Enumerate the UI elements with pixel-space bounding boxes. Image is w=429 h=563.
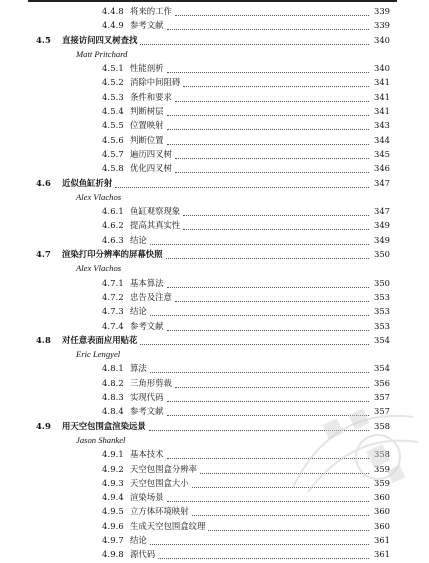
toc-page-number: 357 <box>374 406 390 417</box>
toc-entry-number: 4.7.4 <box>102 320 124 331</box>
toc-page-number: 359 <box>374 477 390 488</box>
toc-subsection-row[interactable] <box>50 362 390 375</box>
toc-entry-number: 4.6.3 <box>102 234 124 245</box>
toc-subsection-row[interactable] <box>50 291 390 304</box>
toc-section-row[interactable] <box>36 420 390 433</box>
toc-dot-leader <box>183 79 369 87</box>
toc-author: Alex Vlachos <box>76 191 122 202</box>
toc-entry-title: 遍历四叉树 <box>130 148 172 159</box>
toc-dot-leader <box>183 208 369 216</box>
toc-page-number: 354 <box>374 363 390 374</box>
toc-dot-leader <box>167 65 370 73</box>
toc-author: Jason Shankel <box>76 434 126 445</box>
toc-subsection-row[interactable] <box>50 405 390 418</box>
toc-subsection-row[interactable] <box>50 548 390 561</box>
toc-entry-title: 性能剖析 <box>130 63 164 74</box>
toc-dot-leader <box>150 365 369 373</box>
toc-subsection-row[interactable] <box>50 234 390 247</box>
toc-entry-title: 优化四叉树 <box>130 163 172 174</box>
toc-dot-leader <box>167 22 370 30</box>
toc-entry-number: 4.5.1 <box>102 63 124 74</box>
toc-dot-leader <box>115 180 369 188</box>
toc-entry-number: 4.5.7 <box>102 148 124 159</box>
toc-dot-leader <box>167 408 370 416</box>
toc-entry-number: 4.6.2 <box>102 220 124 231</box>
toc-entry-title: 直接访问四叉树查找 <box>62 34 138 45</box>
toc-entry-number: 4.4.8 <box>102 6 124 16</box>
toc-page-number: 349 <box>374 234 390 245</box>
toc-page-number: 360 <box>374 506 390 517</box>
toc-subsection-row[interactable] <box>50 534 390 547</box>
toc-entry-title: 判断位置 <box>130 134 164 145</box>
toc-entry-number: 4.5.4 <box>102 106 124 117</box>
toc-entry-number: 4.9.2 <box>102 463 124 474</box>
toc-dot-leader <box>166 251 370 259</box>
toc-subsection-row[interactable] <box>50 491 390 504</box>
toc-author: Alex Vlachos <box>76 263 122 274</box>
toc-subsection-row[interactable] <box>50 148 390 161</box>
toc-subsection-row[interactable] <box>50 277 390 290</box>
toc-dot-leader <box>175 380 369 388</box>
toc-page-number: 350 <box>374 277 390 288</box>
toc-dot-leader <box>175 8 369 16</box>
toc-section-row[interactable] <box>36 248 390 261</box>
toc-page-number: 360 <box>374 492 390 503</box>
toc-dot-leader <box>150 537 369 545</box>
toc-entry-title: 鱼缸观察现象 <box>130 206 181 217</box>
toc-page-number: 339 <box>374 6 390 16</box>
toc-entry-number: 4.5.6 <box>102 134 124 145</box>
toc-entry-title: 提高其真实性 <box>130 220 181 231</box>
toc-subsection-row[interactable] <box>50 162 390 175</box>
toc-page-number: 347 <box>374 206 390 217</box>
toc-entry-number: 4.7.2 <box>102 291 124 302</box>
toc-entry-title: 实现代码 <box>130 392 164 403</box>
toc-section-row[interactable] <box>36 334 390 347</box>
toc-subsection-row[interactable] <box>50 105 390 118</box>
toc-entry-number: 4.5.3 <box>102 91 124 102</box>
toc-entry-title: 渲染打印分辨率的屏幕快照 <box>62 249 163 260</box>
toc-entry-title: 结论 <box>130 234 147 245</box>
toc-entry-title: 位置映射 <box>130 120 164 131</box>
toc-entry-number: 4.9.1 <box>102 449 124 460</box>
toc-entry-title: 对任意表面应用贴花 <box>62 334 138 345</box>
toc-subsection-row[interactable] <box>50 205 390 218</box>
toc-dot-leader <box>175 294 369 302</box>
toc-dot-leader <box>175 165 369 173</box>
toc-page-number: 354 <box>374 334 390 345</box>
toc-dot-leader <box>158 551 369 559</box>
toc-entry-number: 4.6.1 <box>102 206 124 217</box>
toc-entry-title: 用天空包围盒渲染远景 <box>62 420 146 431</box>
toc-entry-title: 消除中间阻碍 <box>130 77 181 88</box>
toc-page-number: 353 <box>374 320 390 331</box>
toc-subsection-row[interactable] <box>50 5 390 18</box>
toc-entry-number: 4.8.3 <box>102 392 124 403</box>
toc-page-number: 341 <box>374 91 390 102</box>
toc-entry-title: 基本算法 <box>130 277 164 288</box>
toc-dot-leader <box>167 494 370 502</box>
toc-dot-leader <box>167 323 370 331</box>
toc-entry-title: 参考文献 <box>130 320 164 331</box>
toc-dot-leader <box>200 466 369 474</box>
toc-dot-leader <box>167 137 370 145</box>
toc-entry-number: 4.9.4 <box>102 492 124 503</box>
toc-subsection-row[interactable] <box>50 19 390 32</box>
toc-page-number: 358 <box>374 449 390 460</box>
toc-entry-title: 生成天空包围盒纹理 <box>130 520 206 531</box>
toc-entry-number: 4.5.8 <box>102 163 124 174</box>
toc-entry-number: 4.7.1 <box>102 277 124 288</box>
toc-dot-leader <box>192 508 369 516</box>
toc-dot-leader <box>208 523 369 531</box>
toc-page-number: 345 <box>374 148 390 159</box>
toc-entry-title: 三角形剪裁 <box>130 377 172 388</box>
toc-subsection-row[interactable] <box>50 134 390 147</box>
toc-dot-leader <box>140 37 369 45</box>
toc-page-number: 347 <box>374 177 390 188</box>
toc-dot-leader <box>183 222 369 230</box>
toc-dot-leader <box>192 480 369 488</box>
toc-subsection-row[interactable] <box>50 391 390 404</box>
toc-subsection-row[interactable] <box>50 119 390 132</box>
toc-dot-leader <box>167 108 370 116</box>
toc-entry-title: 结论 <box>130 534 147 545</box>
toc-entry-number: 4.7.3 <box>102 306 124 317</box>
toc-page-number: 341 <box>374 106 390 117</box>
toc-page-number: 344 <box>374 134 390 145</box>
toc-subsection-row[interactable] <box>50 76 390 89</box>
toc-entry-number: 4.4.9 <box>102 20 124 31</box>
toc-entry-number: 4.9 <box>36 420 51 431</box>
toc-subsection-row[interactable] <box>50 448 390 461</box>
toc-dot-leader <box>140 337 369 345</box>
toc-dot-leader <box>167 122 370 130</box>
toc-entry-number: 4.9.6 <box>102 520 124 531</box>
toc-page-number: 357 <box>374 392 390 403</box>
toc-subsection-row[interactable] <box>50 219 390 232</box>
toc-dot-leader <box>149 423 369 431</box>
toc-entry-number: 4.6 <box>36 177 51 188</box>
toc-entry-title: 源代码 <box>130 549 156 560</box>
toc-page-number: 341 <box>374 77 390 88</box>
toc-author: Eric Lengyel <box>76 349 121 360</box>
toc-entry-title: 将来的工作 <box>130 6 172 16</box>
toc-subsection-row[interactable] <box>50 320 390 333</box>
toc-dot-leader <box>167 280 370 288</box>
toc-subsection-row[interactable] <box>50 477 390 490</box>
toc-entry-number: 4.9.7 <box>102 534 124 545</box>
toc-page-number: 346 <box>374 163 390 174</box>
toc-page-number: 349 <box>374 220 390 231</box>
toc-author: Matt Pritchard <box>76 48 128 59</box>
toc-dot-leader <box>150 237 369 245</box>
toc-page-number: 358 <box>374 420 390 431</box>
toc-page-number: 340 <box>374 34 390 45</box>
toc-entry-number: 4.8.2 <box>102 377 124 388</box>
toc-entry-title: 参考文献 <box>130 406 164 417</box>
toc-entry-number: 4.5.5 <box>102 120 124 131</box>
toc-entry-title: 天空包围盒大小 <box>130 477 189 488</box>
toc-page-number: 340 <box>374 63 390 74</box>
toc-entry-number: 4.5.2 <box>102 77 124 88</box>
toc-subsection-row[interactable] <box>50 463 390 476</box>
toc-entry-number: 4.8.4 <box>102 406 124 417</box>
toc-entry-number: 4.8 <box>36 334 51 345</box>
toc-page-number: 360 <box>374 520 390 531</box>
table-of-contents <box>36 5 390 563</box>
toc-subsection-row[interactable] <box>50 377 390 390</box>
toc-entry-title: 参考文献 <box>130 20 164 31</box>
toc-section-row[interactable] <box>36 34 390 47</box>
toc-subsection-row[interactable] <box>50 305 390 318</box>
toc-entry-title: 忠告及注意 <box>130 291 172 302</box>
toc-entry-number: 4.9.8 <box>102 549 124 560</box>
toc-page-number: 353 <box>374 291 390 302</box>
toc-page-number: 359 <box>374 463 390 474</box>
toc-page-number: 361 <box>374 549 390 560</box>
toc-dot-leader <box>175 151 369 159</box>
toc-section-row[interactable] <box>36 177 390 190</box>
toc-page-number: 356 <box>374 377 390 388</box>
toc-entry-number: 4.9.5 <box>102 506 124 517</box>
toc-entry-number: 4.8.1 <box>102 363 124 374</box>
toc-entry-title: 判断树层 <box>130 106 164 117</box>
toc-page-number: 343 <box>374 120 390 131</box>
toc-page-number: 350 <box>374 249 390 260</box>
toc-subsection-row[interactable] <box>50 62 390 75</box>
toc-dot-leader <box>167 451 370 459</box>
toc-entry-title: 基本技术 <box>130 449 164 460</box>
toc-page-number: 361 <box>374 534 390 545</box>
toc-entry-title: 近似鱼缸折射 <box>62 177 113 188</box>
toc-dot-leader <box>150 308 369 316</box>
toc-dot-leader <box>167 394 370 402</box>
toc-entry-title: 立方体环境映射 <box>130 506 189 517</box>
toc-entry-title: 条件和要求 <box>130 91 172 102</box>
toc-subsection-row[interactable] <box>50 505 390 518</box>
toc-entry-title: 天空包围盒分辨率 <box>130 463 197 474</box>
toc-entry-number: 4.9.3 <box>102 477 124 488</box>
page-top-rule <box>28 0 397 2</box>
toc-entry-title: 结论 <box>130 306 147 317</box>
toc-subsection-row[interactable] <box>50 91 390 104</box>
toc-page-number: 353 <box>374 306 390 317</box>
toc-entry-number: 4.5 <box>36 34 51 45</box>
toc-entry-number: 4.7 <box>36 249 51 260</box>
toc-subsection-row[interactable] <box>50 520 390 533</box>
toc-dot-leader <box>175 94 369 102</box>
toc-page-number: 339 <box>374 20 390 31</box>
toc-entry-title: 算法 <box>130 363 147 374</box>
toc-entry-title: 渲染场景 <box>130 492 164 503</box>
